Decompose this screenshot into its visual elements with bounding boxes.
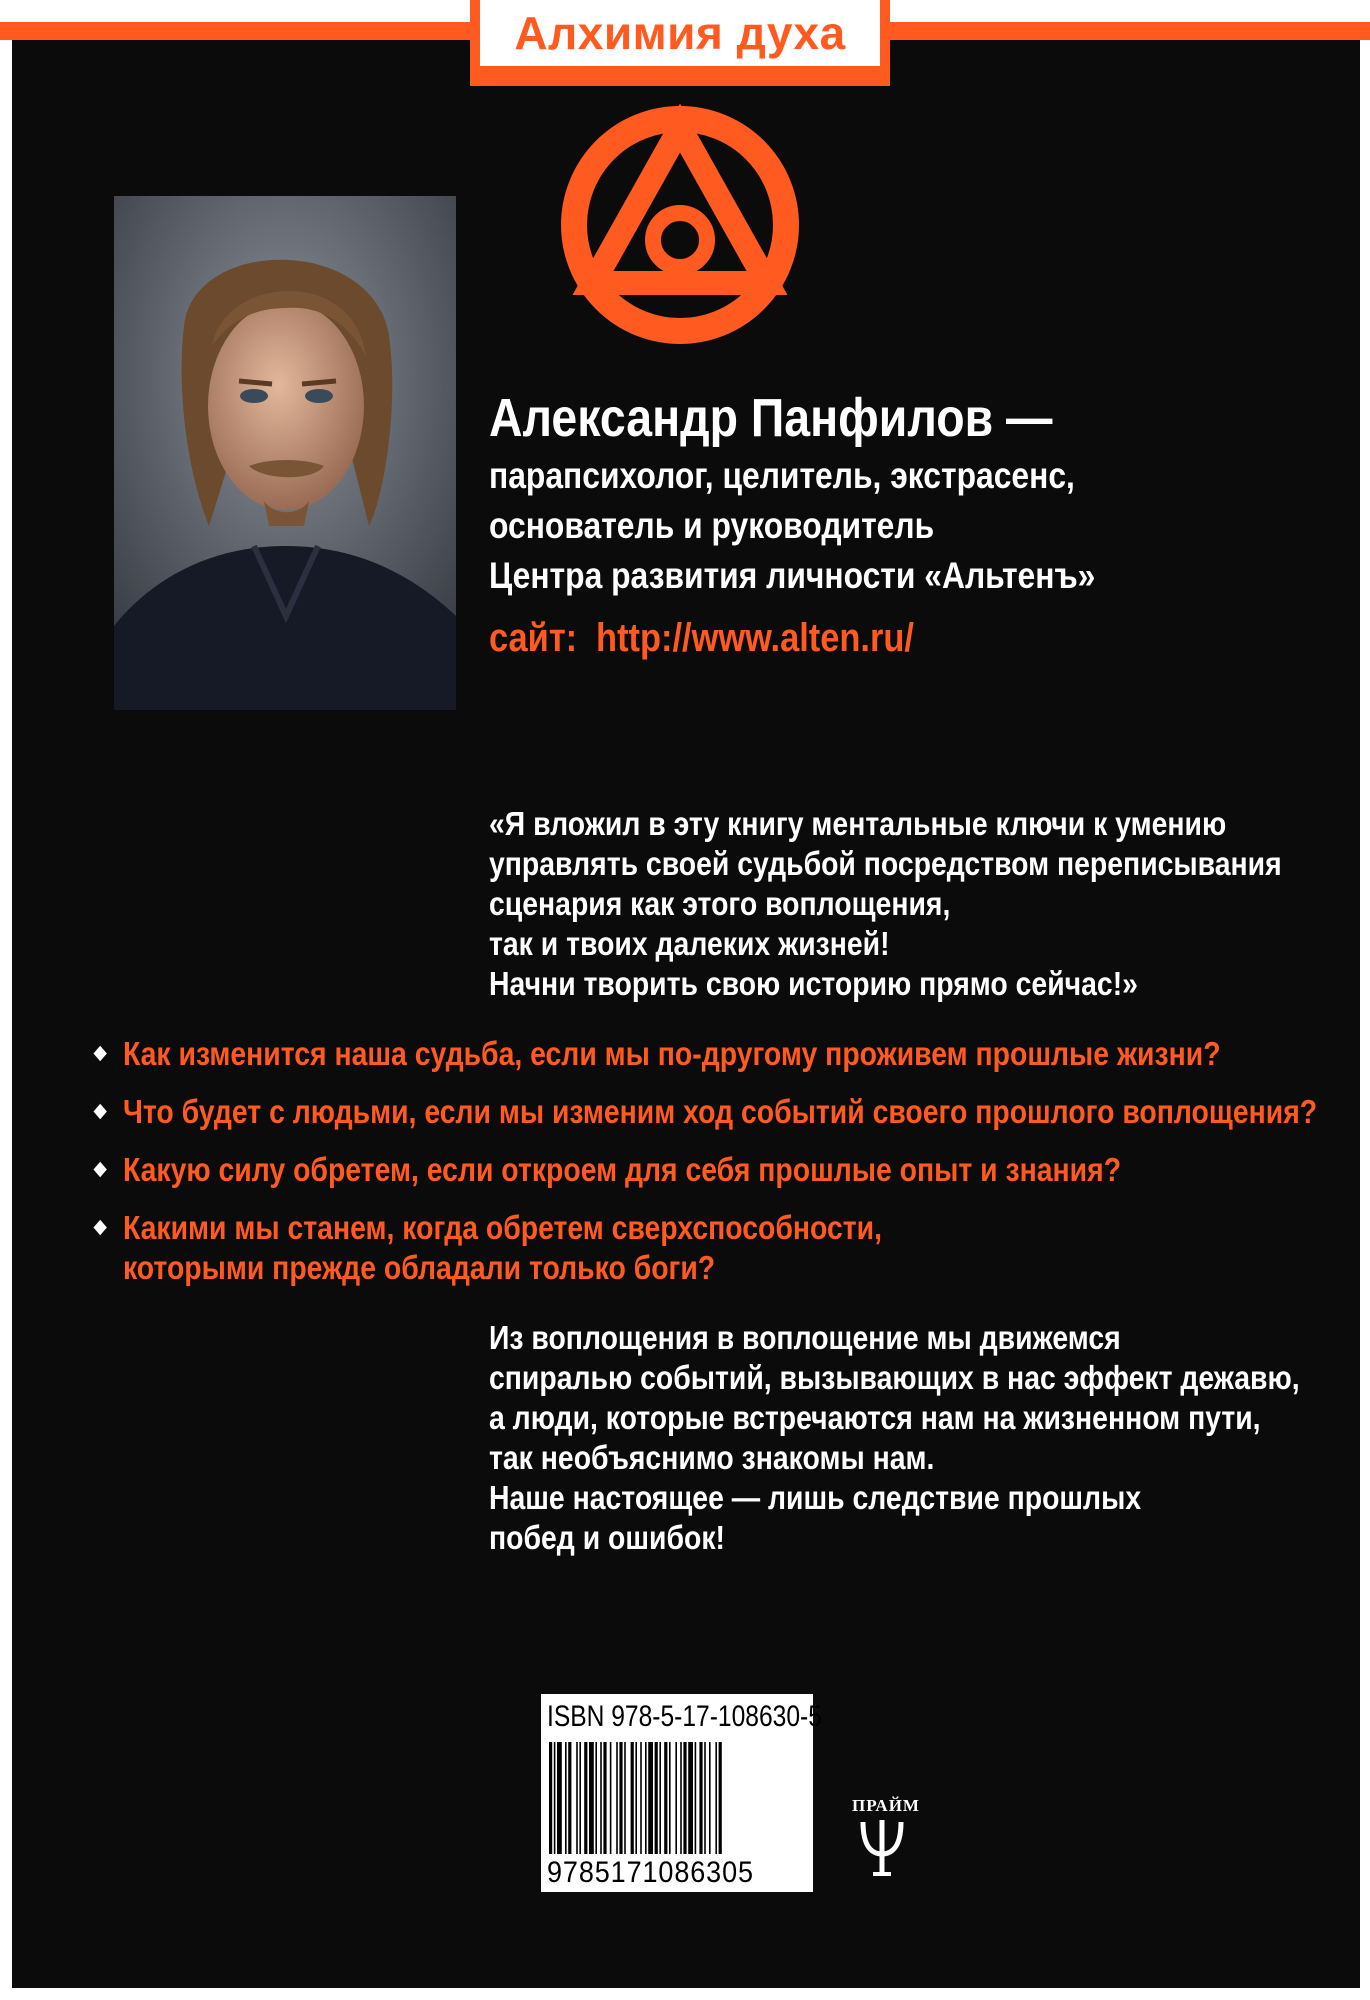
closing-line: а люди, которые встречаются нам на жизненном пути, bbox=[489, 1399, 1261, 1436]
author-info bbox=[489, 385, 1309, 665]
question-item bbox=[92, 1150, 1317, 1190]
question-line: Какую силу обретем, если откроем для себя прошлые опыт и знания? bbox=[122, 1151, 1122, 1188]
question-item bbox=[92, 1208, 1317, 1288]
diamond-bullet-icon bbox=[93, 1162, 106, 1178]
barcode-bars-icon bbox=[549, 1742, 805, 1854]
quote-line: Начни творить свою историю прямо сейчас!» bbox=[489, 965, 1138, 1002]
questions-list bbox=[92, 1034, 1317, 1306]
question-item bbox=[92, 1034, 1317, 1074]
publisher-logo bbox=[852, 1796, 920, 1876]
diamond-bullet-icon bbox=[93, 1046, 106, 1062]
isbn-barcode bbox=[541, 1694, 822, 1892]
series-label bbox=[480, 0, 880, 66]
diamond-bullet-icon bbox=[93, 1220, 106, 1236]
quote-line: сценария как этого воплощения, bbox=[489, 885, 951, 922]
site-url[interactable]: http://www.alten.ru/ bbox=[596, 616, 914, 660]
quote-line: так и твоих далеких жизней! bbox=[489, 925, 890, 962]
quote-line: управлять своей судьбой посредством переписывания bbox=[489, 845, 1282, 882]
question-line: Что будет с людьми, если мы изменим ход событий своего прошлого воплощения? bbox=[122, 1093, 1318, 1130]
closing-line: Из воплощения в воплощение мы движемся bbox=[489, 1319, 1121, 1356]
author-photo bbox=[114, 196, 456, 710]
closing-line: так необъяснимо знакомы нам. bbox=[489, 1439, 935, 1476]
closing-line: спиралью событий, вызывающих в нас эффект дежавю, bbox=[489, 1359, 1300, 1396]
diamond-bullet-icon bbox=[93, 1104, 106, 1120]
closing-line: Наше настоящее — лишь следствие прошлых bbox=[489, 1479, 1142, 1516]
ean-digits: 9785171086305 bbox=[547, 1856, 754, 1889]
question-line: Как изменится наша судьба, если мы по-другому проживем прошлые жизни? bbox=[122, 1035, 1221, 1072]
question-line: которыми прежде обладали только боги? bbox=[122, 1249, 716, 1286]
author-quote bbox=[489, 804, 1282, 1004]
site-label: сайт: bbox=[489, 616, 578, 660]
isbn-text: ISBN 978-5-17-108630-5 bbox=[547, 1700, 822, 1733]
quote-line: «Я вложил в эту книгу ментальные ключи к умению bbox=[489, 805, 1227, 842]
question-item bbox=[92, 1092, 1317, 1132]
psi-icon bbox=[859, 1818, 905, 1876]
publisher-name: ПРАЙМ bbox=[852, 1796, 920, 1815]
closing-line: побед и ошибок! bbox=[489, 1519, 725, 1556]
question-line: Какими мы станем, когда обретем сверхспособности, bbox=[122, 1209, 883, 1246]
author-name: Александр Панфилов — bbox=[489, 388, 1053, 448]
author-description-line: Центра развития личности «Альтенъ» bbox=[489, 555, 1096, 596]
closing-paragraph bbox=[489, 1318, 1300, 1558]
triangle-circle-emblem-icon bbox=[555, 100, 805, 350]
series-title: Алхимия духа bbox=[514, 7, 846, 59]
author-website bbox=[489, 611, 1194, 665]
author-description-line: основатель и руководитель bbox=[489, 505, 935, 546]
author-description bbox=[489, 451, 1194, 601]
author-description-line: парапсихолог, целитель, экстрасенс, bbox=[489, 455, 1075, 496]
